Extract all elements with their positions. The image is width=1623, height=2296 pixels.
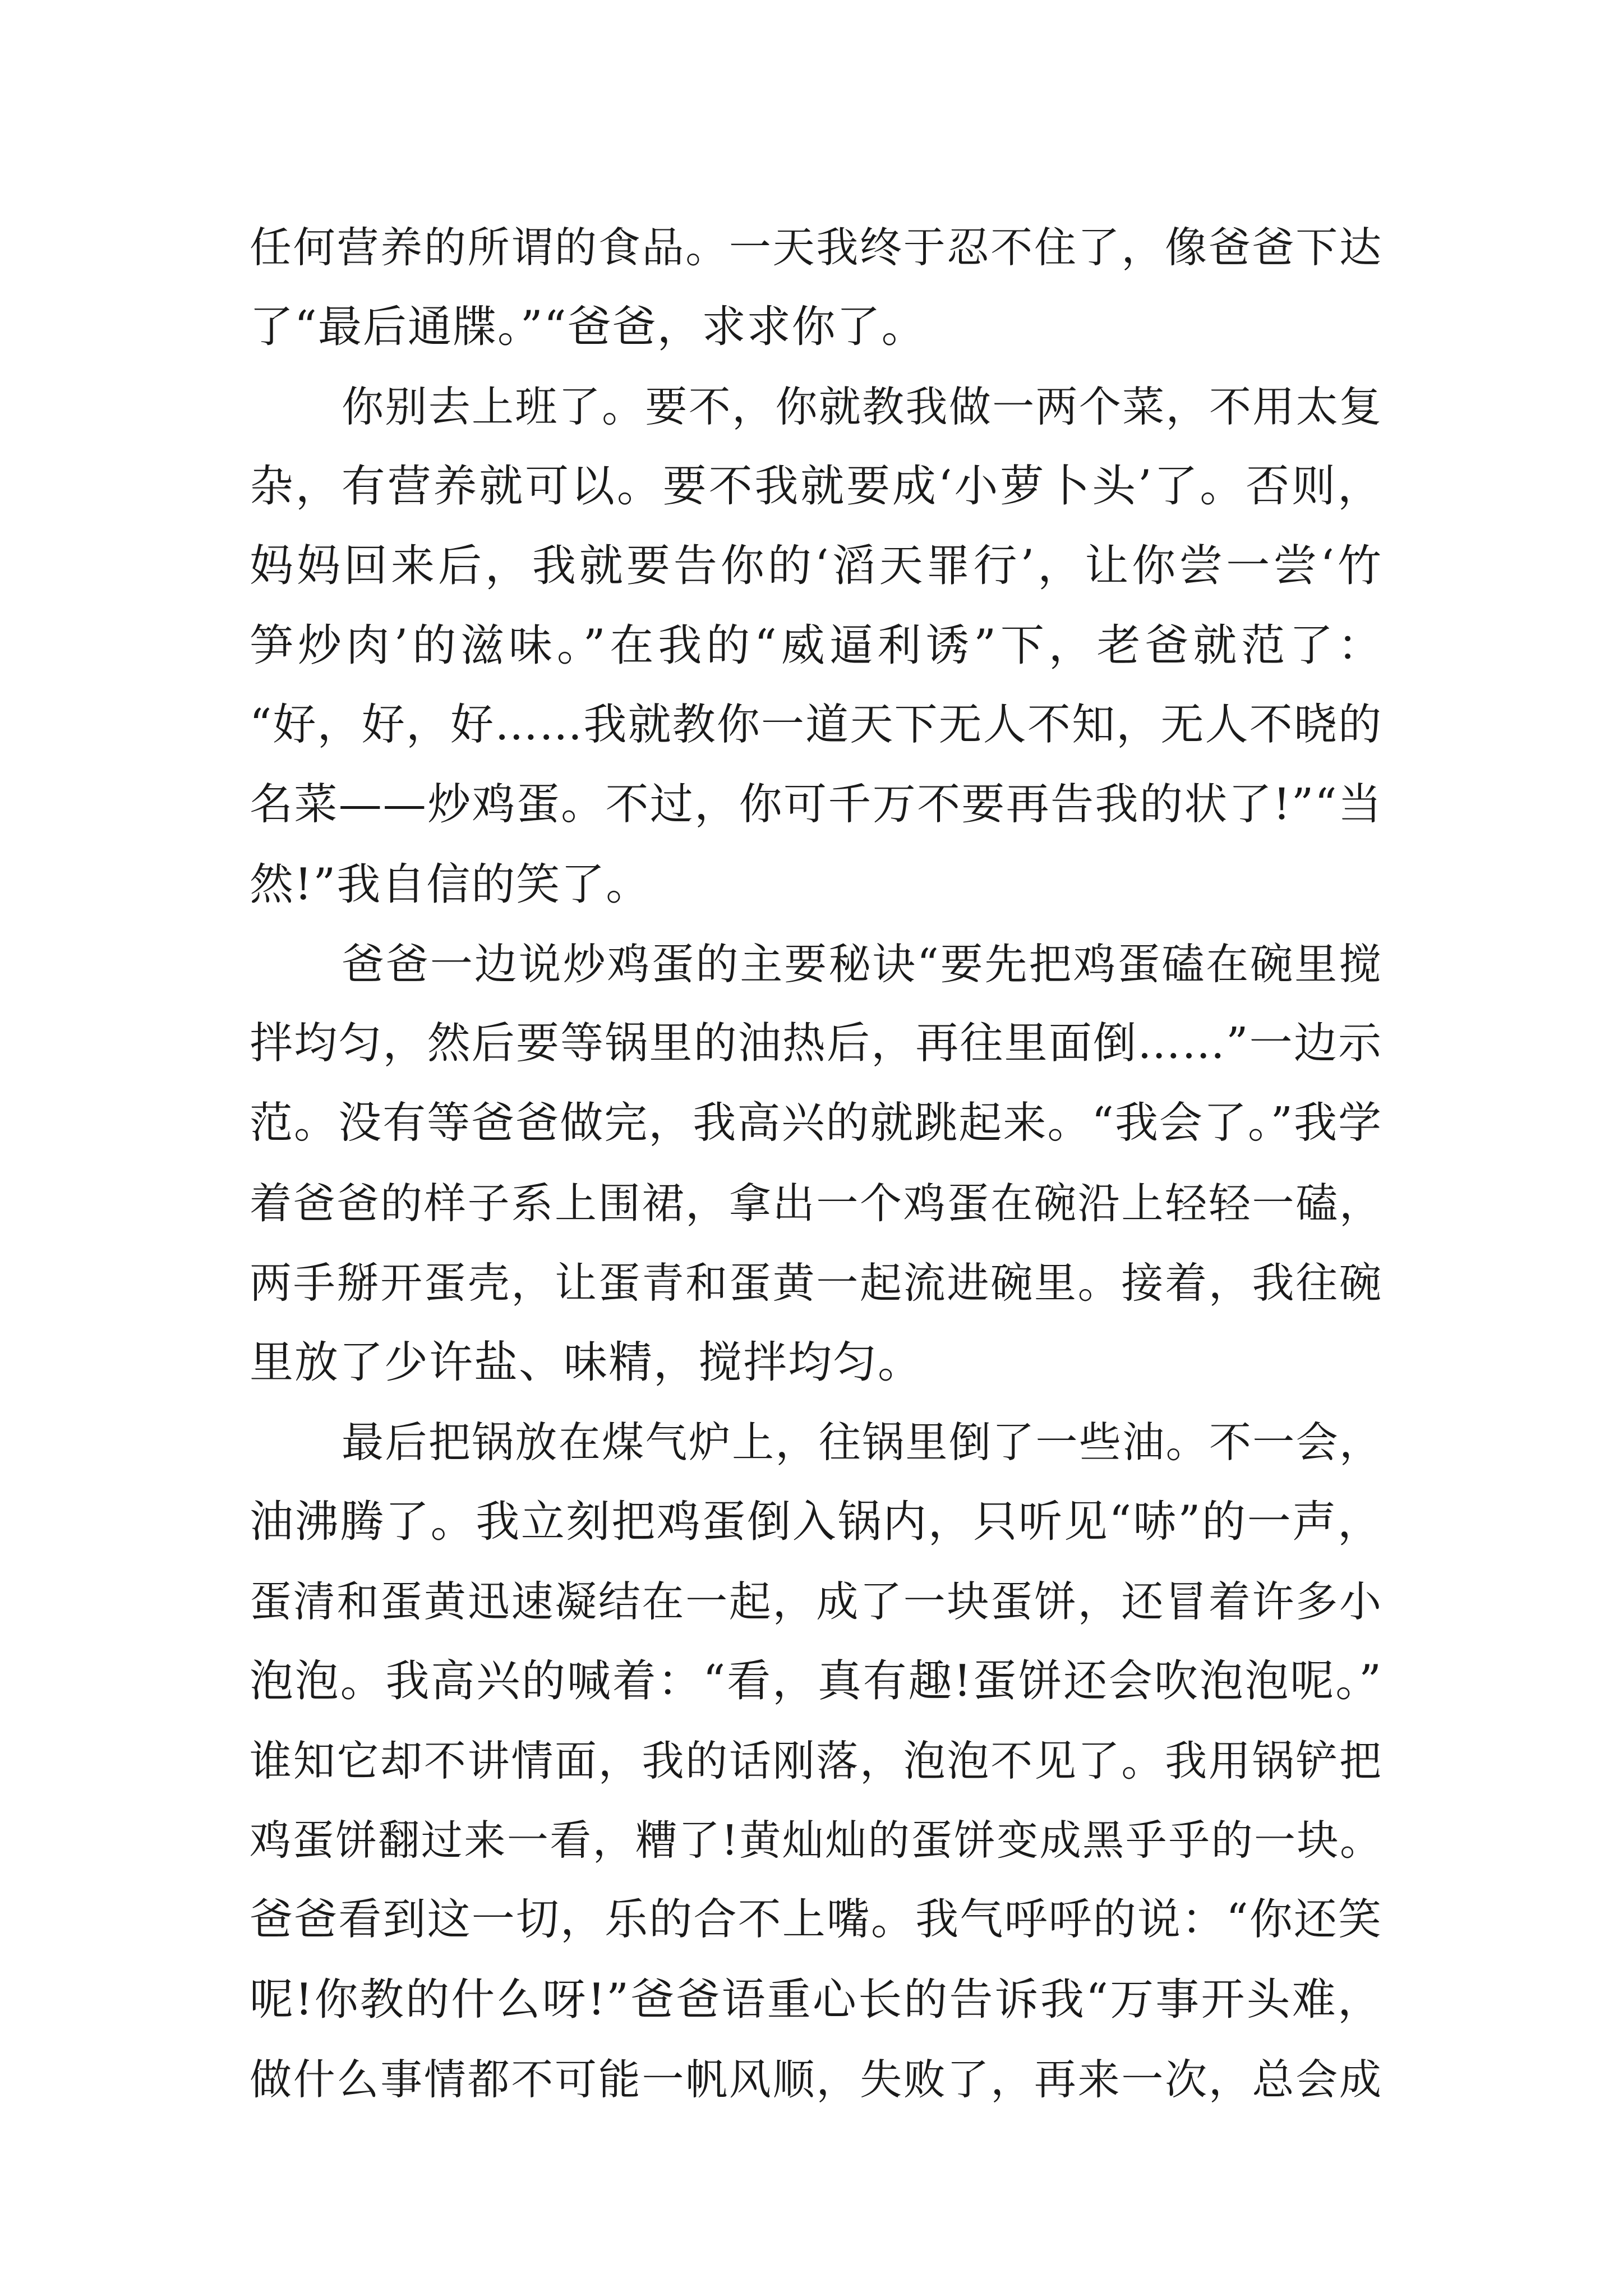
text-line: 两手掰开蛋壳，让蛋青和蛋黄一起流进碗里。接着，我往碗 <box>250 1258 1382 1308</box>
text-line: 最后把锅放在煤气炉上，往锅里倒了一些油。不一会， <box>342 1418 1382 1467</box>
text-line: 鸡蛋饼翻过来一看，糟了!黄灿灿的蛋饼变成黑乎乎的一块。 <box>250 1816 1382 1865</box>
text-line: 爸爸一边说炒鸡蛋的主要秘诀“要先把鸡蛋磕在碗里搅 <box>342 939 1382 989</box>
text-line: 范。没有等爸爸做完，我高兴的就跳起来。“我会了。”我学 <box>250 1098 1382 1148</box>
text-line: 里放了少许盐、味精，搅拌均匀。 <box>250 1337 923 1388</box>
text-line: “好，好，好……我就教你一道天下无人不知，无人不晓的 <box>250 700 1382 750</box>
text-line: 然!”我自信的笑了。 <box>250 859 651 910</box>
text-line: 杂，有营养就可以。要不我就要成‘小萝卜头’了。否则， <box>250 461 1382 512</box>
text-line: 你别去上班了。要不，你就教我做一两个菜，不用太复 <box>342 382 1382 431</box>
text-line: 谁知它却不讲情面，我的话刚落，泡泡不见了。我用锅铲把 <box>250 1736 1382 1786</box>
text-line: 呢!你教的什么呀!”爸爸语重心长的告诉我“万事开头难， <box>250 1975 1382 2025</box>
text-line: 笋炒肉’的滋味。”在我的“威逼利诱”下，老爸就范了： <box>250 620 1382 671</box>
text-line: 了“最后通牒。”“爸爸，求求你了。 <box>250 302 926 352</box>
text-line: 拌均匀，然后要等锅里的油热后，再往里面倒……”一边示 <box>250 1019 1382 1069</box>
text-line: 名菜——炒鸡蛋。不过，你可千万不要再告我的状了!”“当 <box>250 780 1382 830</box>
text-line: 油沸腾了。我立刻把鸡蛋倒入锅内，只听见“哧”的一声， <box>250 1497 1382 1547</box>
text-line: 任何营养的所谓的食品。一天我终于忍不住了，像爸爸下达 <box>250 223 1382 272</box>
text-line: 着爸爸的样子系上围裙，拿出一个鸡蛋在碗沿上轻轻一磕， <box>250 1179 1382 1228</box>
text-line: 泡泡。我高兴的喊着：“看，真有趣!蛋饼还会吹泡泡呢。” <box>250 1656 1382 1706</box>
text-line: 妈妈回来后，我就要告你的‘滔天罪行’，让你尝一尝‘竹 <box>250 541 1382 591</box>
document-body <box>250 208 1382 2119</box>
text-line: 蛋清和蛋黄迅速凝结在一起，成了一块蛋饼，还冒着许多小 <box>250 1577 1382 1626</box>
text-line: 爸爸看到这一切，乐的合不上嘴。我气呼呼的说：“你还笑 <box>250 1895 1382 1945</box>
text-line: 做什么事情都不可能一帆风顺，失败了，再来一次，总会成 <box>250 2055 1382 2104</box>
